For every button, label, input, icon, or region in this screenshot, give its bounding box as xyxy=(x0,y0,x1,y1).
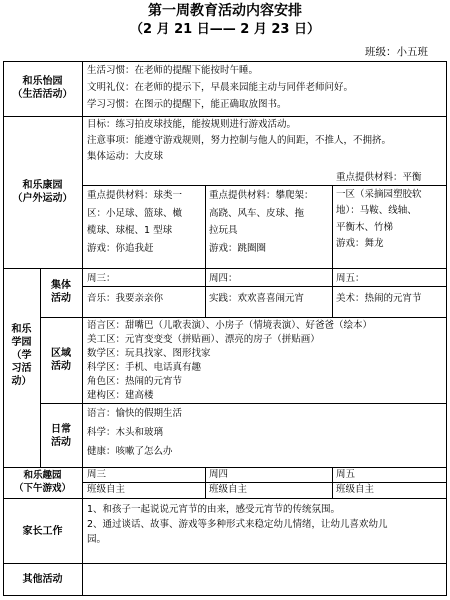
afternoon-day-fri: 周五 xyxy=(336,469,356,480)
afternoon-col-divider-1 xyxy=(205,467,206,498)
afternoon-item-thu: 班级自主 xyxy=(209,484,248,495)
outdoor-top-content xyxy=(87,118,391,163)
outdoor-column-line: 榄球、球棍、1 型球 xyxy=(87,225,173,236)
sub-label-part: 集体 xyxy=(51,280,71,291)
outdoor-col-divider-1 xyxy=(205,185,206,268)
area-line: 科学区：手机、电话真有趣 xyxy=(87,362,202,373)
parents-line: 2、通过谈话、故事、游戏等多种形式来稳定幼儿情绪，让幼儿喜欢幼儿 xyxy=(87,519,388,530)
sub-label-part: 活动 xyxy=(51,437,71,448)
section-label-outdoor xyxy=(3,179,82,205)
afternoon-day-wed: 周三 xyxy=(87,469,107,480)
outdoor-column-line: 游戏：跳圈圈 xyxy=(209,242,267,254)
section-name-part: 动） xyxy=(11,376,32,387)
table-border-bottom xyxy=(3,595,447,596)
group-item-fri: 美术：热闹的元宵节 xyxy=(336,293,422,304)
outdoor-col-divider-2 xyxy=(332,185,333,268)
date-range: （2 月 21 日—— 2 月 23 日） xyxy=(130,22,320,37)
sub-label-part: 活动 xyxy=(51,293,71,304)
group-days-divider xyxy=(82,286,447,287)
living-content xyxy=(87,64,353,111)
section-name: 和乐康园 xyxy=(22,180,63,191)
section-label-parents: 家长工作 xyxy=(22,526,63,537)
living-line: 文明礼仪：在老师的提示下，早晨来园能主动与同伴老师问好。 xyxy=(87,82,354,93)
daily-line: 语言：愉快的假期生活 xyxy=(87,408,183,419)
section-name: 和乐趣园 xyxy=(23,470,62,481)
row-divider-living xyxy=(3,116,447,117)
outdoor-column-line: 游戏：舞龙 xyxy=(336,238,384,249)
group-col-divider-1 xyxy=(205,268,206,317)
section-name-part: 和乐 xyxy=(11,324,32,335)
outdoor-column-line: 游戏：你追我赶 xyxy=(87,242,154,254)
outdoor-column-line: 重点提供材料：平衡 xyxy=(336,172,422,183)
section-label-living xyxy=(3,75,82,101)
sub-label-part: 日常 xyxy=(51,424,71,435)
afternoon-day-thu: 周四 xyxy=(209,469,229,480)
outdoor-line: 注意事项：能遵守游戏规则，努力控制与他人的间距，不推人，不拥挤。 xyxy=(87,135,392,146)
section-name: 和乐怡园 xyxy=(22,76,63,87)
group-col-divider-2 xyxy=(332,268,333,317)
outdoor-column-line: 高跷、风车、皮球、拖 xyxy=(209,207,305,219)
daily-activity-label xyxy=(40,423,82,449)
area-line: 语言区：甜嘴巴（儿歌表演）、小房子（情境表演）、好爸爸（绘本） xyxy=(87,320,373,331)
area-line: 美工区：元宵变变变（拼贴画）、漂亮的房子（拼贴画） xyxy=(87,334,320,345)
group-day-fri: 周五： xyxy=(336,273,365,284)
afternoon-item-wed: 班级自主 xyxy=(87,484,126,495)
group-item-wed: 音乐：我要亲亲你 xyxy=(87,293,164,304)
group-day-thu: 周四： xyxy=(209,273,238,284)
main-column-divider xyxy=(82,61,83,596)
section-name-part: （学 xyxy=(11,350,32,361)
daily-line: 健康：咳嗽了怎么办 xyxy=(87,446,173,457)
section-label-afternoon xyxy=(3,469,82,495)
afternoon-col-divider-2 xyxy=(332,467,333,498)
outdoor-column-line: 重点提供材料：球类一 xyxy=(87,190,183,201)
section-label-learning xyxy=(3,323,40,388)
group-item-thu: 实践：欢欢喜喜闹元宵 xyxy=(209,293,305,304)
area-activity-label xyxy=(40,347,82,373)
outdoor-line: 目标：练习拍皮球技能，能按规则进行游戏活动。 xyxy=(87,119,297,130)
section-subname: （户外运动） xyxy=(12,193,73,204)
section-label-other: 其他活动 xyxy=(22,574,63,585)
parents-line: 1、和孩子一起说说元宵节的由来，感受元宵节的传统氛围。 xyxy=(87,504,341,515)
group-activity-label xyxy=(40,279,82,305)
row-divider-parents xyxy=(3,563,447,564)
outdoor-column-line: 区：小足球、篮球、橄 xyxy=(87,207,183,219)
section-subname: （下午游戏） xyxy=(13,483,71,494)
area-line: 数学区：玩具找家、图形找家 xyxy=(87,348,211,359)
sub-label-part: 区域 xyxy=(51,348,71,359)
sub-label-part: 活动 xyxy=(51,361,71,372)
outdoor-column-line: 重点提供材料：攀爬架： xyxy=(209,190,314,201)
group-day-wed: 周三： xyxy=(87,273,116,284)
learning-row-divider-1 xyxy=(40,317,447,318)
parents-content xyxy=(87,502,388,547)
outdoor-column-line: 一区（采摘园塑胶软 xyxy=(336,188,422,200)
area-content xyxy=(87,319,372,403)
daily-content xyxy=(87,407,182,459)
living-line: 生活习惯：在老师的提醒下能按时午睡。 xyxy=(87,65,259,76)
page-title: 第一周教育活动内容安排 xyxy=(148,3,302,19)
area-line: 建构区：建高楼 xyxy=(87,390,154,401)
outdoor-column-2 xyxy=(209,189,314,255)
schedule-table xyxy=(3,61,447,596)
row-divider-afternoon xyxy=(3,498,447,499)
outdoor-column-line: 拉玩具 xyxy=(209,225,238,236)
daily-line: 科学：木头和玻璃 xyxy=(87,427,164,438)
afternoon-item-fri: 班级自主 xyxy=(336,484,375,495)
outdoor-column-line: 平衡木、竹梯 xyxy=(336,221,394,233)
area-line: 角色区：热闹的元宵节 xyxy=(87,376,183,387)
outdoor-line: 集体运动：大皮球 xyxy=(87,151,164,162)
outdoor-column-3 xyxy=(336,171,422,251)
table-border-top xyxy=(3,61,447,62)
class-label: 班级：小五班 xyxy=(365,46,428,58)
table-border-right xyxy=(446,61,447,596)
row-divider-outdoor xyxy=(3,268,447,269)
outdoor-column-line: 地）：马鞍、线轴、 xyxy=(336,205,417,216)
section-subname: （生活活动） xyxy=(12,89,73,100)
afternoon-inner-divider xyxy=(82,482,447,483)
section-name-part: 学园 xyxy=(11,337,32,348)
outdoor-column-1 xyxy=(87,189,182,255)
section-name-part: 习活 xyxy=(11,363,32,374)
learning-row-divider-2 xyxy=(40,403,447,404)
parents-line: 园。 xyxy=(87,534,107,545)
living-line: 学习习惯：在图示的提醒下，能正确取放图书。 xyxy=(87,99,287,110)
